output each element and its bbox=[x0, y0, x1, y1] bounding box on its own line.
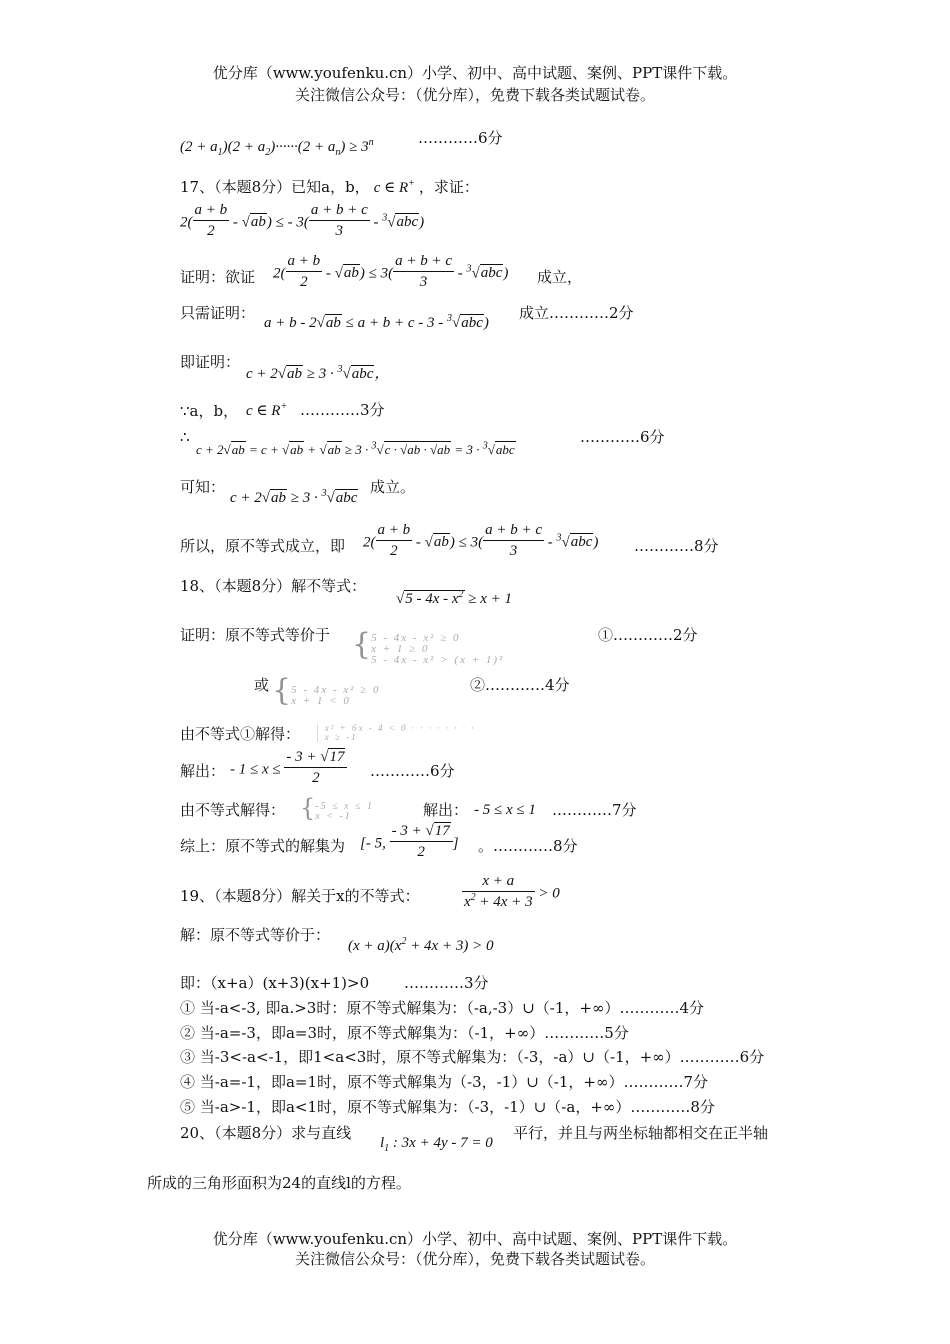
p19-case-3: ③ 当-3<-a<-1，即1<a<3时，原不等式解集为：（-3，-a）∪（-1，+∞）…………6分 bbox=[180, 1048, 765, 1066]
p19-case-4: ④ 当-a=-1，即a=1时，原不等式解集为（-3，-1）∪（-1，+∞）…………7分 bbox=[180, 1073, 709, 1091]
p17-title: 17、（本题8分）已知a，b， c ∈ R+ ，求证： bbox=[180, 178, 479, 196]
p17-since-score: …………3分 bbox=[300, 401, 385, 419]
footer-line-2: 关注微信公众号：（优分库），免费下载各类试题试卷。 bbox=[294, 1250, 655, 1268]
p18-sol2-label: 解出： bbox=[423, 801, 469, 819]
p18-summary-end: 。…………8分 bbox=[478, 837, 578, 855]
p19-ie-score: …………3分 bbox=[404, 974, 489, 992]
p20-title-end: 平行，并且与两坐标轴都相交在正半轴 bbox=[513, 1124, 769, 1142]
p17-therefore-expr: c + 2√ab = c + √ab + √ab ≥ 3 · $^3$√c · √ab · √ab = 3 · $^3$√abc bbox=[196, 440, 515, 457]
p17-know-end: 成立。 bbox=[370, 478, 416, 496]
p18-proof-label: 证明：原不等式等价于 bbox=[180, 626, 331, 644]
p17-proof-label: 证明：欲证 bbox=[180, 268, 256, 286]
p19-case-2: ② 当-a=-3，即a=3时，原不等式解集为：（-1，+∞）…………5分 bbox=[180, 1024, 629, 1042]
p17-know-expr: c + 2√ab ≥ 3 · $^3$√abc bbox=[230, 488, 358, 506]
p18-system-2: {5 - 4x - x² ≥ 0 x + 1 < 0 bbox=[272, 673, 381, 708]
score-top: …………6分 bbox=[418, 129, 503, 147]
p20-line-equation: $l_1$ : 3x + 4y - 7 = 0 bbox=[380, 1135, 493, 1154]
p18-or: 或 bbox=[254, 676, 270, 694]
p18-title: 18、（本题8分）解不等式： bbox=[180, 577, 367, 595]
p18-sol1-expr: - 1 ≤ x ≤ $\frac{- 3 + √17}{2}$ bbox=[230, 752, 347, 788]
p17-need-label: 只需证明： bbox=[180, 304, 256, 322]
p17-need-end: 成立…………2分 bbox=[519, 304, 634, 322]
p17-know-label: 可知： bbox=[180, 478, 226, 496]
p19-equiv-expr: $(x + a)(x^2 + 4x + 3) > 0$ bbox=[348, 936, 494, 954]
p19-case-5: ⑤ 当-a>-1，即a<1时，原不等式解集为：（-3，-1）∪（-a，+∞）…………8分 bbox=[180, 1098, 715, 1116]
p17-concl-expr: 2( $\frac{a + b}{2}$ - √ab) ≤ 3( $\frac{a + b + c}{3}$ - $^3$√abc) bbox=[363, 522, 599, 559]
p19-inequality: $\frac{x + a}{x^2 + 4x + 3}$ > 0 bbox=[464, 873, 560, 910]
p17-statement: 2( $\frac{a + b}{2}$ - √ab) ≤ - 3( $\frac{a + b + c}{3}$ - $^3$√abc) bbox=[180, 202, 425, 239]
p18-summary-label: 综上：原不等式的解集为 bbox=[180, 837, 346, 855]
p18-solve2-label: 由不等式解得： bbox=[180, 801, 286, 819]
p17-concl-score: …………8分 bbox=[634, 537, 719, 555]
p19-ie: 即：（x+a）(x+3)(x+1)>0 bbox=[180, 974, 370, 992]
p19-equiv-label: 解：原不等式等价于： bbox=[180, 926, 331, 944]
p17-since-label: ∵a，b， bbox=[180, 402, 239, 420]
p18-sol1-label: 解出： bbox=[180, 762, 226, 780]
p18-inequality: $√5 - 4x - x^2 \ge x + 1$ bbox=[396, 589, 513, 607]
product-inequality: $(2 + a_1)(2 + a_2)\cdot\cdot\cdot\cdot\cdot\cdot(2 + a_n) \ge 3^n$ bbox=[180, 137, 374, 158]
p20-title: 20、（本题8分）求与直线 bbox=[180, 1124, 352, 1142]
p20-line-2: 所成的三角形面积为24的直线l的方程。 bbox=[147, 1174, 411, 1192]
footer-line-1: 优分库（www.youfenku.cn）小学、初中、高中试题、案例、PPT课件下载。 bbox=[212, 1230, 738, 1248]
p18-summary-expr: [- 5, $\frac{- 3 + √17}{2}$ ] bbox=[360, 823, 459, 860]
p18-solve2-system: {-5 ≤ x ≤ 1 x < -1 bbox=[300, 794, 375, 822]
p18-mark-2: ②…………4分 bbox=[470, 676, 570, 694]
p18-sol2-expr: - 5 ≤ x ≤ 1 bbox=[474, 802, 536, 818]
p17-ie-label: 即证明： bbox=[180, 353, 241, 371]
p17-since-expr: c ∈ R+ bbox=[246, 401, 288, 419]
p18-solve1-system: | x² + 6x - 4 < 0 · · · · · · · · | x ≥ -1 bbox=[316, 723, 476, 742]
p17-proof-expr: 2( $\frac{a + b}{2}$ - √ab) ≤ 3( $\frac{a + b + c}{3}$ - $^3$√abc) bbox=[273, 253, 509, 290]
p19-title: 19、（本题8分）解关于x的不等式： bbox=[180, 887, 420, 905]
header-line-1: 优分库（www.youfenku.cn）小学、初中、高中试题、案例、PPT课件下载。 bbox=[212, 64, 738, 82]
header-line-2: 关注微信公众号：（优分库），免费下载各类试题试卷。 bbox=[294, 86, 655, 104]
p18-sol1-score: …………6分 bbox=[370, 762, 455, 780]
p18-mark-1: ①…………2分 bbox=[598, 626, 698, 644]
p17-therefore: ∴ bbox=[180, 428, 190, 446]
p17-proof-end: 成立， bbox=[537, 268, 583, 286]
p17-need-expr: a + b - 2√ab ≤ a + b + c - 3 - $^3$√abc) bbox=[264, 313, 489, 331]
p18-solve1-label: 由不等式①解得： bbox=[180, 725, 301, 743]
p18-sol2-score: …………7分 bbox=[552, 801, 637, 819]
p17-ie-expr: c + 2√ab ≥ 3 · $^3$√abc， bbox=[246, 364, 390, 382]
p17-therefore-score: …………6分 bbox=[580, 428, 665, 446]
p17-concl-label: 所以，原不等式成立，即 bbox=[180, 537, 346, 555]
p19-case-1: ① 当-a<-3, 即a.>3时：原不等式解集为：（-a,-3）∪（-1，+∞）…………4分 bbox=[180, 999, 704, 1017]
p18-system-1: {5 - 4x - x² ≥ 0 x + 1 ≥ 0 5 - 4x - x² > (x + 1)² bbox=[352, 627, 505, 666]
